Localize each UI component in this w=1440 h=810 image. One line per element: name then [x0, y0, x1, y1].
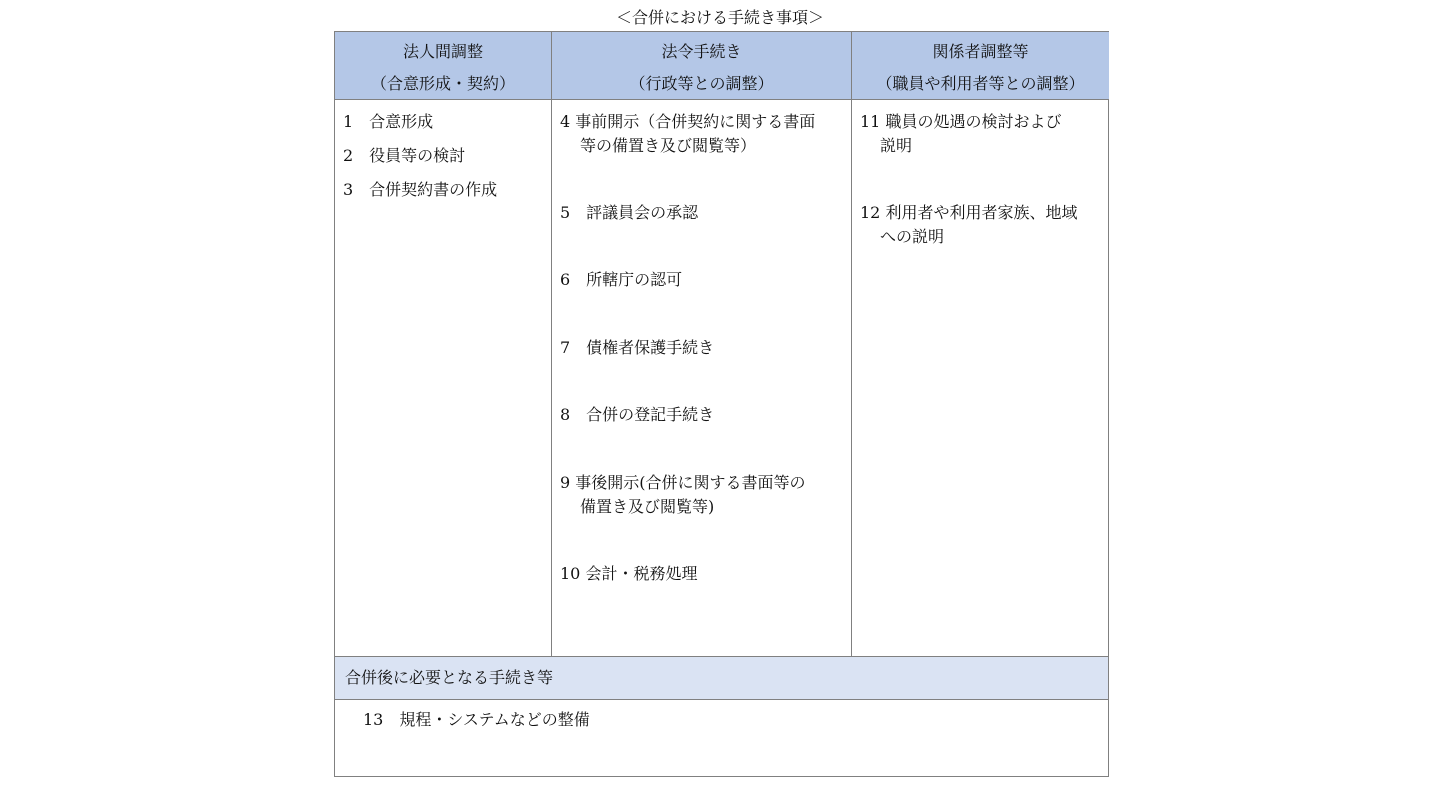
body-cell-stakeholders	[852, 100, 1109, 656]
body-cell-legal	[552, 100, 852, 656]
header-heading: 関係者調整等	[932, 42, 1029, 61]
list-item: 10 会計・税務処理	[560, 564, 698, 583]
post-merger-heading: 合併後に必要となる手続き等	[335, 656, 1108, 700]
list-item: 5 評議員会の承認	[560, 203, 699, 222]
body-cell-inter-corporate	[335, 100, 552, 656]
item-line: への説明	[880, 227, 945, 246]
header-cell-legal	[552, 32, 852, 100]
table-title: ＜合併における手続き事項＞	[615, 8, 824, 27]
list-item: 3 合併契約書の作成	[343, 180, 498, 199]
header-subheading: （行政等との調整）	[629, 74, 774, 93]
list-item: 7 債権者保護手続き	[560, 338, 715, 357]
header-subheading: （合意形成・契約）	[370, 74, 515, 93]
list-item: 1 合意形成	[343, 112, 434, 131]
post-merger-item: 13 規程・システムなどの整備	[363, 710, 590, 729]
list-item: 8 合併の登記手続き	[560, 405, 715, 424]
item-line: 等の備置き及び閲覧等）	[580, 136, 757, 155]
list-item	[860, 110, 1103, 158]
header-heading: 法人間調整	[402, 42, 483, 61]
list-item: 6 所轄庁の認可	[560, 270, 683, 289]
list-item	[560, 471, 845, 519]
item-line: 11 職員の処遇の検討および	[860, 112, 1062, 131]
header-heading: 法令手続き	[661, 42, 742, 61]
item-line: 4 事前開示（合併契約に関する書面	[560, 112, 816, 131]
list-item	[860, 201, 1103, 249]
item-line: 9 事後開示(合併に関する書面等の	[560, 473, 806, 492]
header-subheading: （職員や利用者等との調整）	[876, 74, 1085, 93]
header-cell-stakeholders	[852, 32, 1109, 100]
item-line: 備置き及び閲覧等)	[580, 497, 715, 516]
item-line: 説明	[880, 136, 913, 155]
merger-procedures-table	[334, 31, 1109, 777]
header-cell-inter-corporate	[335, 32, 552, 100]
list-item	[560, 110, 845, 158]
item-line: 12 利用者や利用者家族、地域	[860, 203, 1078, 222]
list-item: 2 役員等の検討	[343, 146, 466, 165]
